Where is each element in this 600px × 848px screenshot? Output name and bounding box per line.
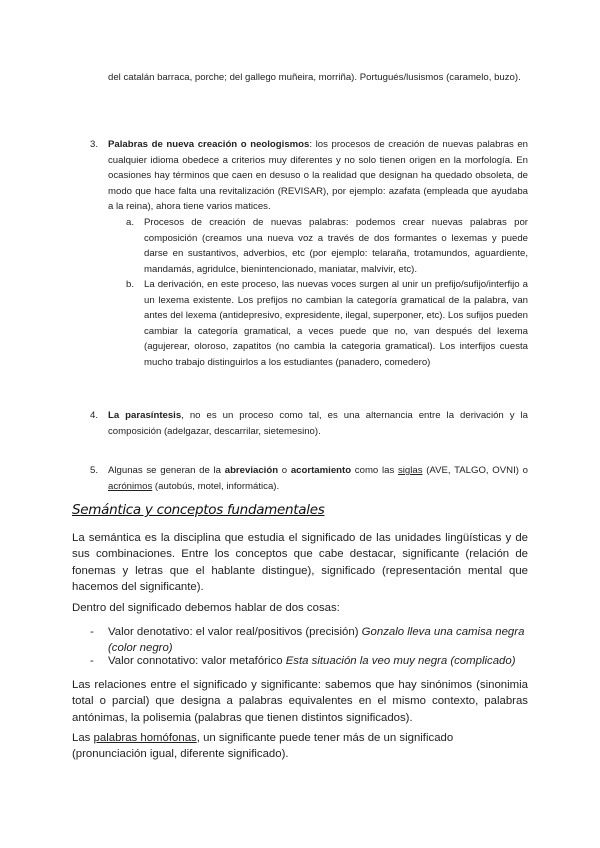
bullet-denotativo-example: Gonzalo lleva una camisa negra (color negro) xyxy=(108,626,525,655)
paragraph-relaciones xyxy=(72,677,528,726)
intro-text: del catalán barraca, porche; del gallego muñeira, morriña). Portugués/lusismos (caramelo, buzo). xyxy=(108,72,521,83)
item-4-text: , no es un proceso como tal, es una alternancia entre la derivación y la composición (adelgazar, descarrilar, sietemesino). xyxy=(108,410,528,437)
item-5-text-5: (autobús, motel, informática). xyxy=(152,480,280,492)
paragraph-significado xyxy=(72,600,528,616)
paragraph-homofonas-pre: Las xyxy=(72,732,94,744)
bullet-dash-2: - xyxy=(90,655,94,667)
item-5-text-2: o xyxy=(278,465,291,476)
bullet-denotativo-text: Valor denotativo: el valor real/positivos (precisión) xyxy=(108,626,362,638)
paragraph-relaciones-text: Las relaciones entre el significado y significante: sabemos que hay sinónimos (sinonimia total o parcial) que designa a palabras equivalentes en el mismo contexto, palabras antónimas, la polisemia (palabras que tienen distintos significados). xyxy=(72,679,528,724)
paragraph-significado-text: Dentro del significado debemos hablar de dos cosas: xyxy=(72,602,340,614)
item-5-text-1: Algunas se generan de la xyxy=(108,465,225,476)
item-3a-letter: a. xyxy=(126,217,135,228)
item-5-siglas: siglas xyxy=(397,465,423,476)
item-3b-paragraph xyxy=(144,277,528,371)
bullet-dash-1: - xyxy=(90,626,94,638)
item-3-number: 3. xyxy=(90,139,99,150)
bullet-connotativo-text: Valor connotativo: valor metafórico xyxy=(108,655,286,667)
item-5-text-3: como las xyxy=(351,465,398,476)
item-4-paragraph xyxy=(108,408,528,439)
item-5-text-4: (AVE, TALGO, OVNI) o xyxy=(422,465,528,476)
intro-paragraph xyxy=(108,70,528,86)
bullet-denotativo xyxy=(108,624,528,657)
section-heading: Semántica y conceptos fundamentales xyxy=(72,502,325,518)
item-3a-text: Procesos de creación de nuevas palabras: podemos crear nuevas palabras por composición (creamos una nueva voz a través de dos formantes o lexemas y puede darse en sustantivos, adverbios, etc (por ejemplo: telaraña, trotamundos, aguardiente, mandamás, agridulce, bienintencionado, maniatar, malvivir, etc). xyxy=(144,217,528,275)
bullet-connotativo xyxy=(108,653,528,669)
item-3-term: Palabras de nueva creación o neologismos xyxy=(108,139,310,150)
palabras-homofonas-term: palabras homófonas xyxy=(93,732,197,744)
item-3a-paragraph xyxy=(144,215,528,277)
item-5-paragraph xyxy=(108,463,528,494)
paragraph-semantica-text: La semántica es la disciplina que estudia el significado de las unidades lingüísticas y de sus combinaciones. Entre los conceptos que cabe destacar, significante (relación de fonemas y letras que el hablante distingue), significado (representación mental que hacemos del significante). xyxy=(72,532,528,594)
item-5-number: 5. xyxy=(90,465,99,476)
item-3-text: : los procesos de creación de nuevas palabras en cualquier idioma obedece a criterios muy diferentes y no solo tienen origen en la morfología. En ocasiones hay términos que caen en desuso o la realidad que designan ha quedado obsoleta, de modo que hace falta una revitalización (REVISAR), por ejemplo: azafata (empleada que ayudaba a la reina), ahora tiene varios matices. xyxy=(108,139,528,213)
item-5-acronimos: acrónimos xyxy=(108,480,153,492)
paragraph-semantica xyxy=(72,530,528,596)
item-4-number: 4. xyxy=(90,410,99,421)
item-3b-text: La derivación, en este proceso, las nuevas voces surgen al unir un prefijo/sufijo/interfijo a un lexema existente. Los prefijos no cambian la categoría gramatical de la palabra, van antes del lexema (antidepresivo, expresidente, ilegal, superponer, etc). Los sufijos pueden cambiar la categoría gramatical, a veces puede que no, van después del lexema (agujerear, oloroso, zapatitos (no cambia la categoria gramatical). Los interfijos cuesta mucho trabajo distinguirlos a los estudiantes (panadero, comedero) xyxy=(144,279,528,368)
paragraph-homofonas xyxy=(72,730,528,763)
item-3b-letter: b. xyxy=(126,279,135,290)
paragraph-homofonas-post: , un significante puede tener más de un significado (pronunciación igual, diferente significado). xyxy=(72,732,454,761)
bullet-connotativo-example: Esta situación la veo muy negra (complicado) xyxy=(285,655,516,667)
item-4-term: La parasíntesis xyxy=(108,410,182,421)
item-5-abreviacion: abreviación xyxy=(224,465,279,476)
item-3-paragraph xyxy=(108,137,528,215)
item-5-acortamiento: acortamiento xyxy=(290,465,352,476)
